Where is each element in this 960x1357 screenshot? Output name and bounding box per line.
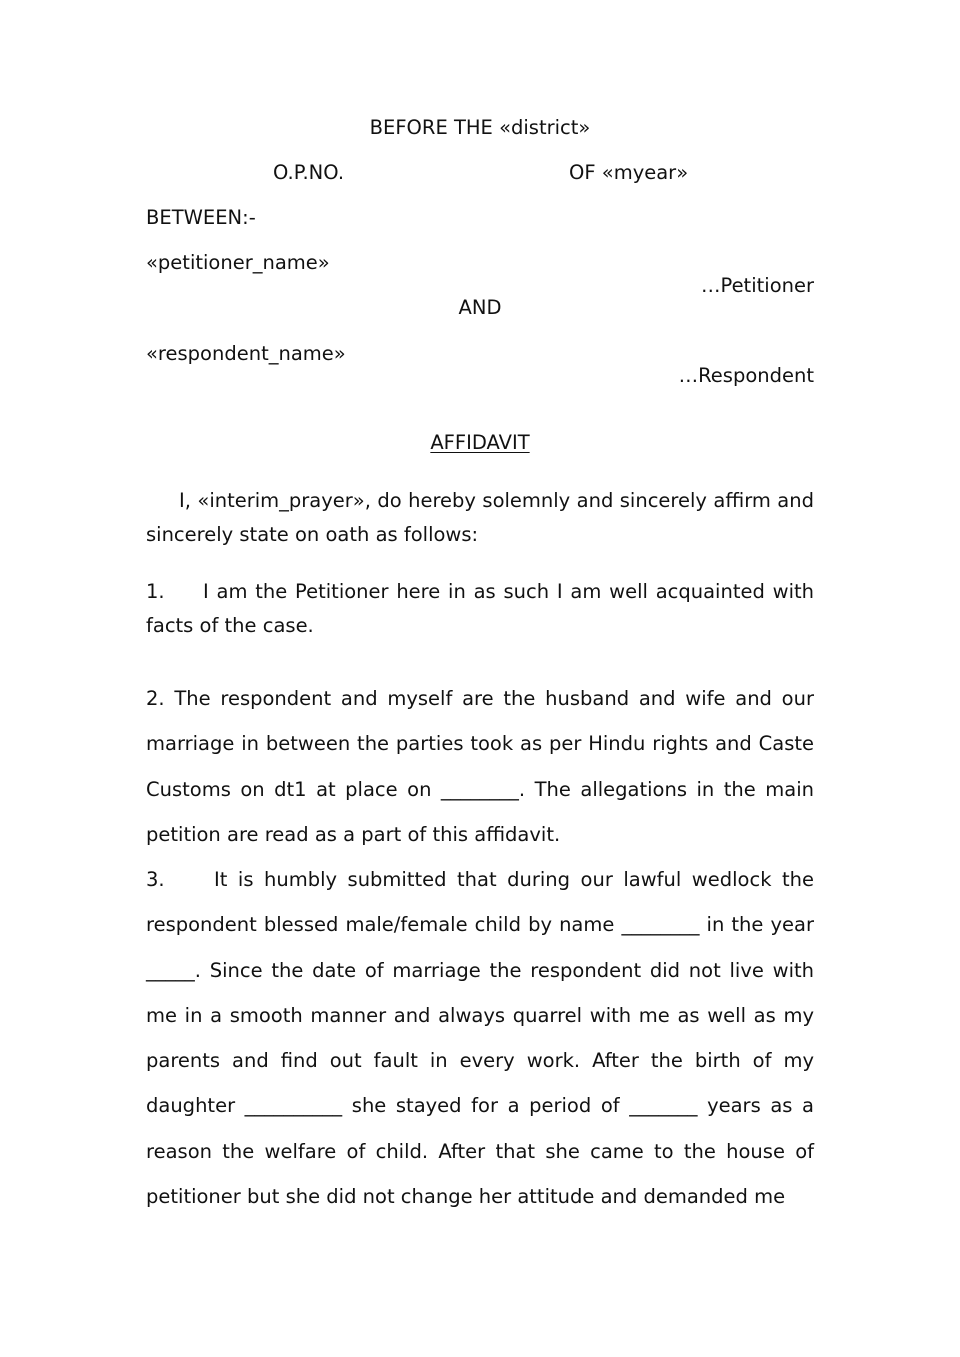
affidavit-title: AFFIDAVIT (430, 431, 530, 454)
paragraph-3-text: It is humbly submitted that during our lawful wedlock the respondent blessed male/female child by name ________ in the year _____. Since the date of marriage the respondent did not live with me in a smooth manner and always quarrel with me as well as my parents and find out fault in every work. After the birth of my daughter __________ she stayed for a period of _______ years as a reason the welfare of child. After that she came to the house of petitioner but she did not change her attitude and demanded me (146, 868, 814, 1209)
petitioner-name: «petitioner_name» (146, 251, 330, 274)
paragraph-1 (146, 575, 814, 643)
intro-paragraph (146, 484, 814, 552)
op-number-label: O.P.NO. (273, 161, 345, 184)
and-separator: AND (458, 296, 502, 319)
respondent-name: «respondent_name» (146, 342, 346, 365)
court-heading: BEFORE THE «district» (369, 116, 591, 139)
paragraph-2-text: 2. The respondent and myself are the husband and wife and our marriage in between the parties took as per Hindu rights and Caste Customs on dt1 at place on ________. The allegations in the main petition are read as a part of this affidavit. (146, 687, 814, 846)
paragraph-2 (146, 676, 814, 857)
respondent-role: …Respondent (678, 364, 814, 387)
paragraph-3-number: 3. (146, 868, 165, 891)
op-year-label: OF «myear» (569, 161, 689, 184)
paragraph-1-number: 1. (146, 580, 165, 603)
between-label: BETWEEN:- (146, 206, 256, 229)
petitioner-role: …Petitioner (701, 274, 814, 297)
paragraph-1-text: I am the Petitioner here in as such I am well acquainted with facts of the case. (146, 580, 814, 637)
intro-text: I, «interim_prayer», do hereby solemnly and sincerely affirm and sincerely state on oath as follows: (146, 489, 814, 546)
document-title (0, 431, 960, 455)
paragraph-3 (146, 857, 814, 1219)
